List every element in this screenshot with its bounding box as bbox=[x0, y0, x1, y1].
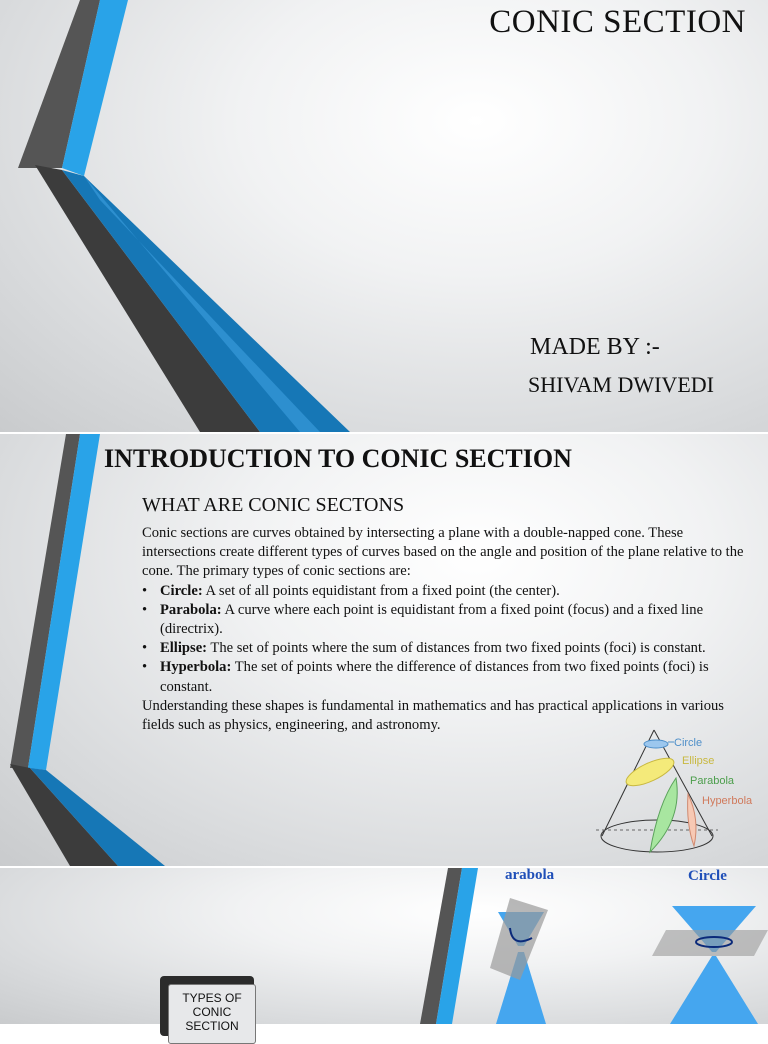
cone-diagram bbox=[588, 724, 768, 864]
intro-paragraph: Conic sections are curves obtained by intersecting a plane with a double-napped cone. These intersections create different types of curves based on the angle and position of the plane relative to the cone. The primary types of conic sections are: bbox=[142, 525, 744, 580]
slide-heading: INTRODUCTION TO CONIC SECTION bbox=[104, 444, 572, 473]
ellipse-label: Ellipse bbox=[682, 755, 715, 767]
slide-types bbox=[0, 867, 768, 1033]
slide-body bbox=[142, 524, 754, 735]
slide-title bbox=[0, 0, 768, 432]
made-by-label: MADE BY :- bbox=[530, 334, 660, 360]
hyperbola-section bbox=[688, 794, 696, 846]
ellipse-section bbox=[623, 753, 678, 791]
author-name: SHIVAM DWIVEDI bbox=[528, 372, 714, 397]
list-item: • Circle: A set of all points equidistant from a fixed point (the center). bbox=[142, 582, 754, 601]
slide-decoration bbox=[0, 0, 768, 432]
conic-types-list bbox=[142, 582, 754, 697]
outro-paragraph: Understanding these shapes is fundamental in mathematics and has practical applications in various fields such as physics, engineering, and astronomy. bbox=[142, 697, 724, 734]
list-item: • Hyperbola: The set of points where the difference of distances from two fixed points (foci) is constant. bbox=[142, 658, 754, 696]
presentation-title: CONIC SECTION bbox=[489, 4, 746, 40]
parabola-image-label: arabola bbox=[505, 867, 555, 883]
slide-decoration bbox=[0, 868, 768, 1024]
hyperbola-label: Hyperbola bbox=[702, 795, 753, 807]
list-item: • Parabola: A curve where each point is equidistant from a fixed point (focus) and a fixed line (directrix). bbox=[142, 601, 754, 639]
circle-section bbox=[644, 740, 668, 748]
circle-label: Circle bbox=[674, 737, 703, 749]
parabola-label: Parabola bbox=[690, 775, 735, 787]
circle-cone-bottom bbox=[670, 956, 758, 1024]
slide-introduction bbox=[0, 434, 768, 866]
types-box bbox=[160, 976, 254, 1036]
list-item: • Ellipse: The set of points where the sum of distances from two fixed points (foci) is constant. bbox=[142, 639, 754, 658]
types-box-label: TYPES OF CONIC SECTION bbox=[168, 984, 256, 1044]
parabola-section bbox=[650, 778, 677, 852]
circle-image-label: Circle bbox=[688, 868, 727, 884]
slide-subheading: WHAT ARE CONIC SECTONS bbox=[142, 494, 405, 516]
